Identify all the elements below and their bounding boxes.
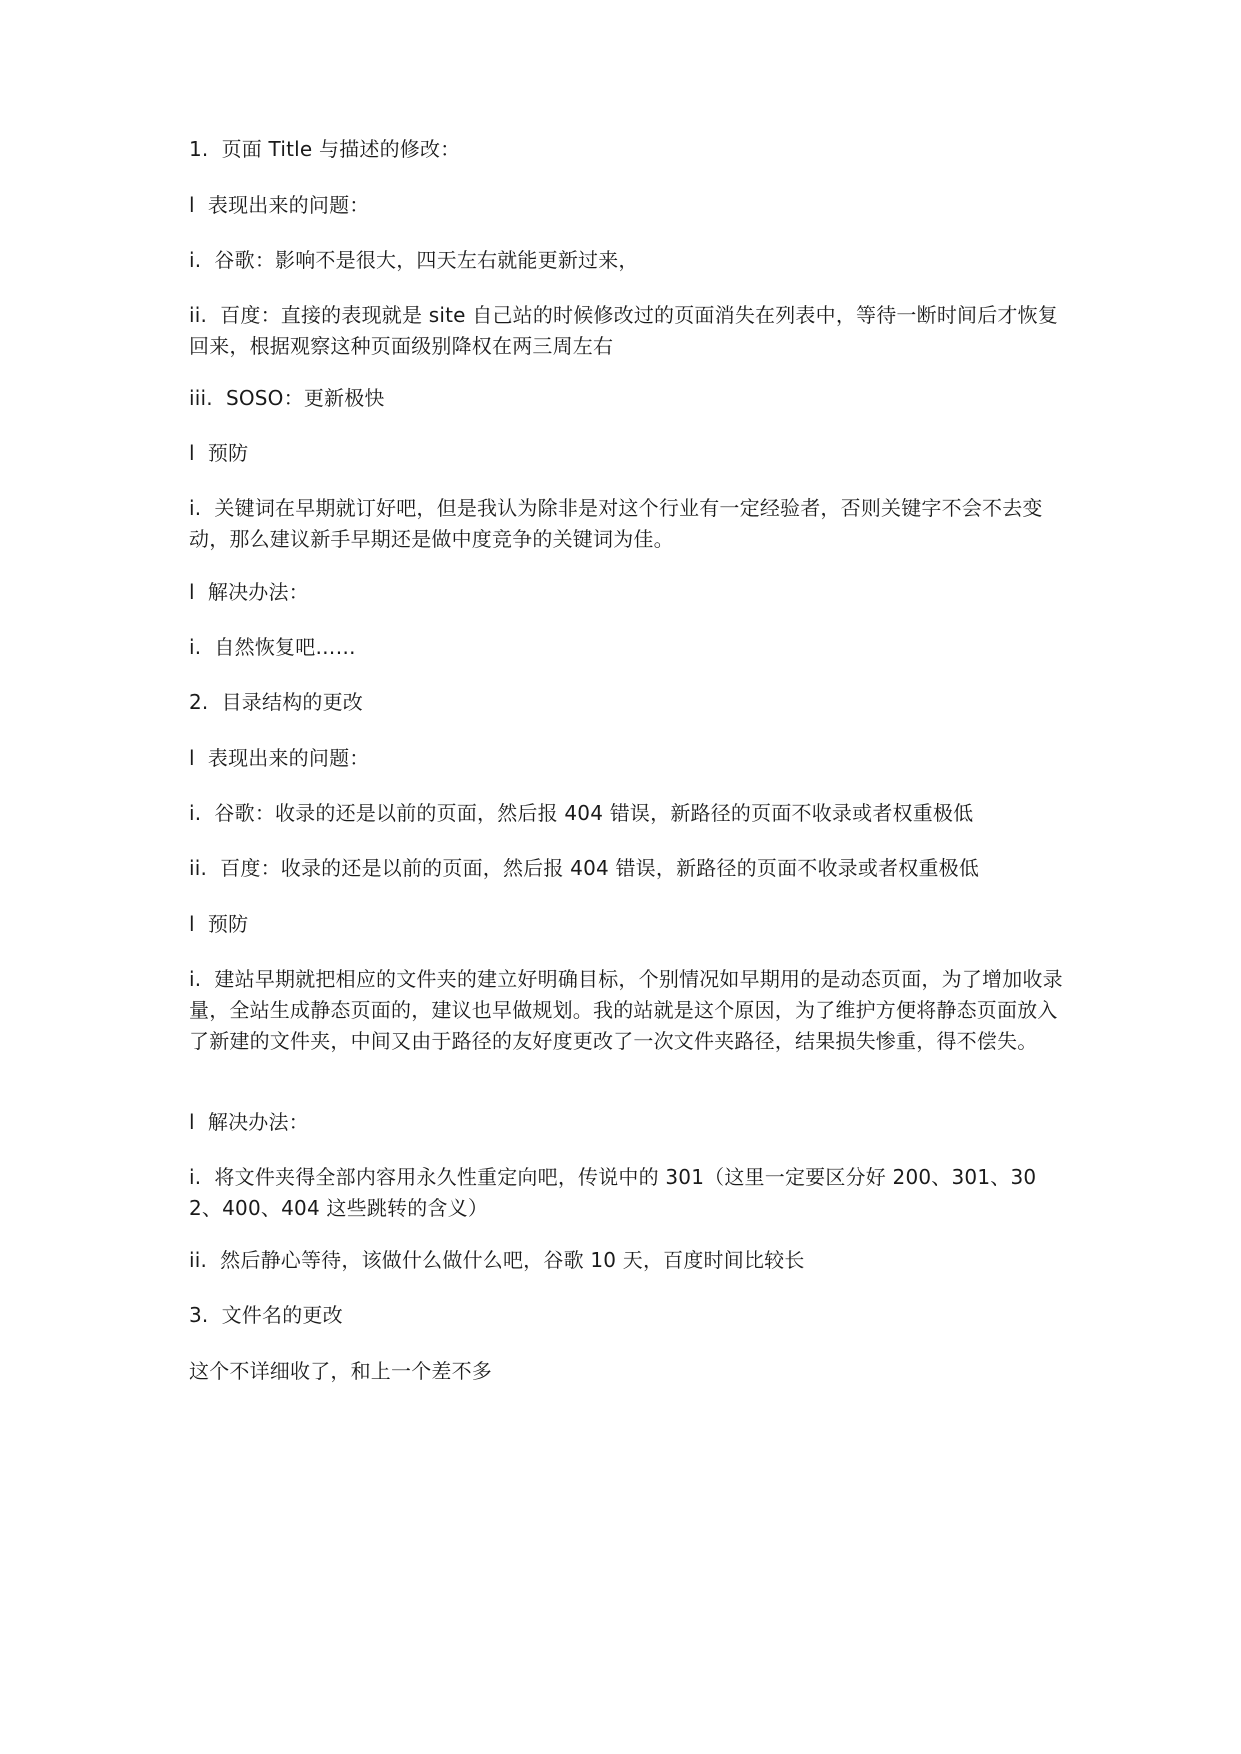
list-item-google-2: i. 谷歌：收录的还是以前的页面，然后报 404 错误，新路径的页面不收录或者权重极低 — [189, 801, 974, 825]
list-item-google: i. 谷歌：影响不是很大，四天左右就能更新过来， — [189, 248, 639, 272]
section-heading-filename-change: 3. 文件名的更改 — [189, 1303, 343, 1327]
subheading-solution-2: l 解决办法： — [189, 1110, 309, 1134]
list-item-wait: ii. 然后静心等待，该做什么做什么吧，谷歌 10 天，百度时间比较长 — [189, 1248, 805, 1272]
section-heading-title-change: 1. 页面 Title 与描述的修改： — [189, 137, 461, 161]
list-item-folder-planning: i. 建站早期就把相应的文件夹的建立好明确目标，个别情况如早期用的是动态页面，为了增加收录量，全站生成静态页面的，建议也早做规划。我的站就是这个原因，为了维护方便将静态页面放入了新建的文件夹，中间又由于路径的友好度更改了一次文件夹路径，结果损失惨重，得不偿失。 — [189, 967, 1063, 1053]
list-item-301-redirect: i. 将文件夹得全部内容用永久性重定向吧，传说中的 301（这里一定要区分好 200、301、302、400、404 这些跳转的含义） — [189, 1165, 1037, 1220]
list-item-soso: iii. SOSO：更新极快 — [189, 386, 385, 410]
subheading-problems-2: l 表现出来的问题： — [189, 746, 370, 770]
list-item-baidu-2: ii. 百度：收录的还是以前的页面，然后报 404 错误，新路径的页面不收录或者权重极低 — [189, 856, 980, 880]
subheading-prevention: l 预防 — [189, 441, 249, 465]
subheading-solution: l 解决办法： — [189, 580, 309, 604]
list-item-natural-recovery: i. 自然恢复吧…… — [189, 635, 356, 659]
list-item-baidu: ii. 百度：直接的表现就是 site 自己站的时候修改过的页面消失在列表中，等待一断时间后才恢复回来，根据观察这种页面级别降权在两三周左右 — [189, 303, 1059, 358]
subheading-problems: l 表现出来的问题： — [189, 193, 370, 217]
section-heading-directory-change: 2. 目录结构的更改 — [189, 690, 363, 714]
subheading-prevention-2: l 预防 — [189, 912, 249, 936]
closing-note: 这个不详细收了，和上一个差不多 — [189, 1359, 492, 1383]
list-item-keywords: i. 关键词在早期就订好吧，但是我认为除非是对这个行业有一定经验者，否则关键字不会不去变动，那么建议新手早期还是做中度竞争的关键词为佳。 — [189, 496, 1043, 551]
